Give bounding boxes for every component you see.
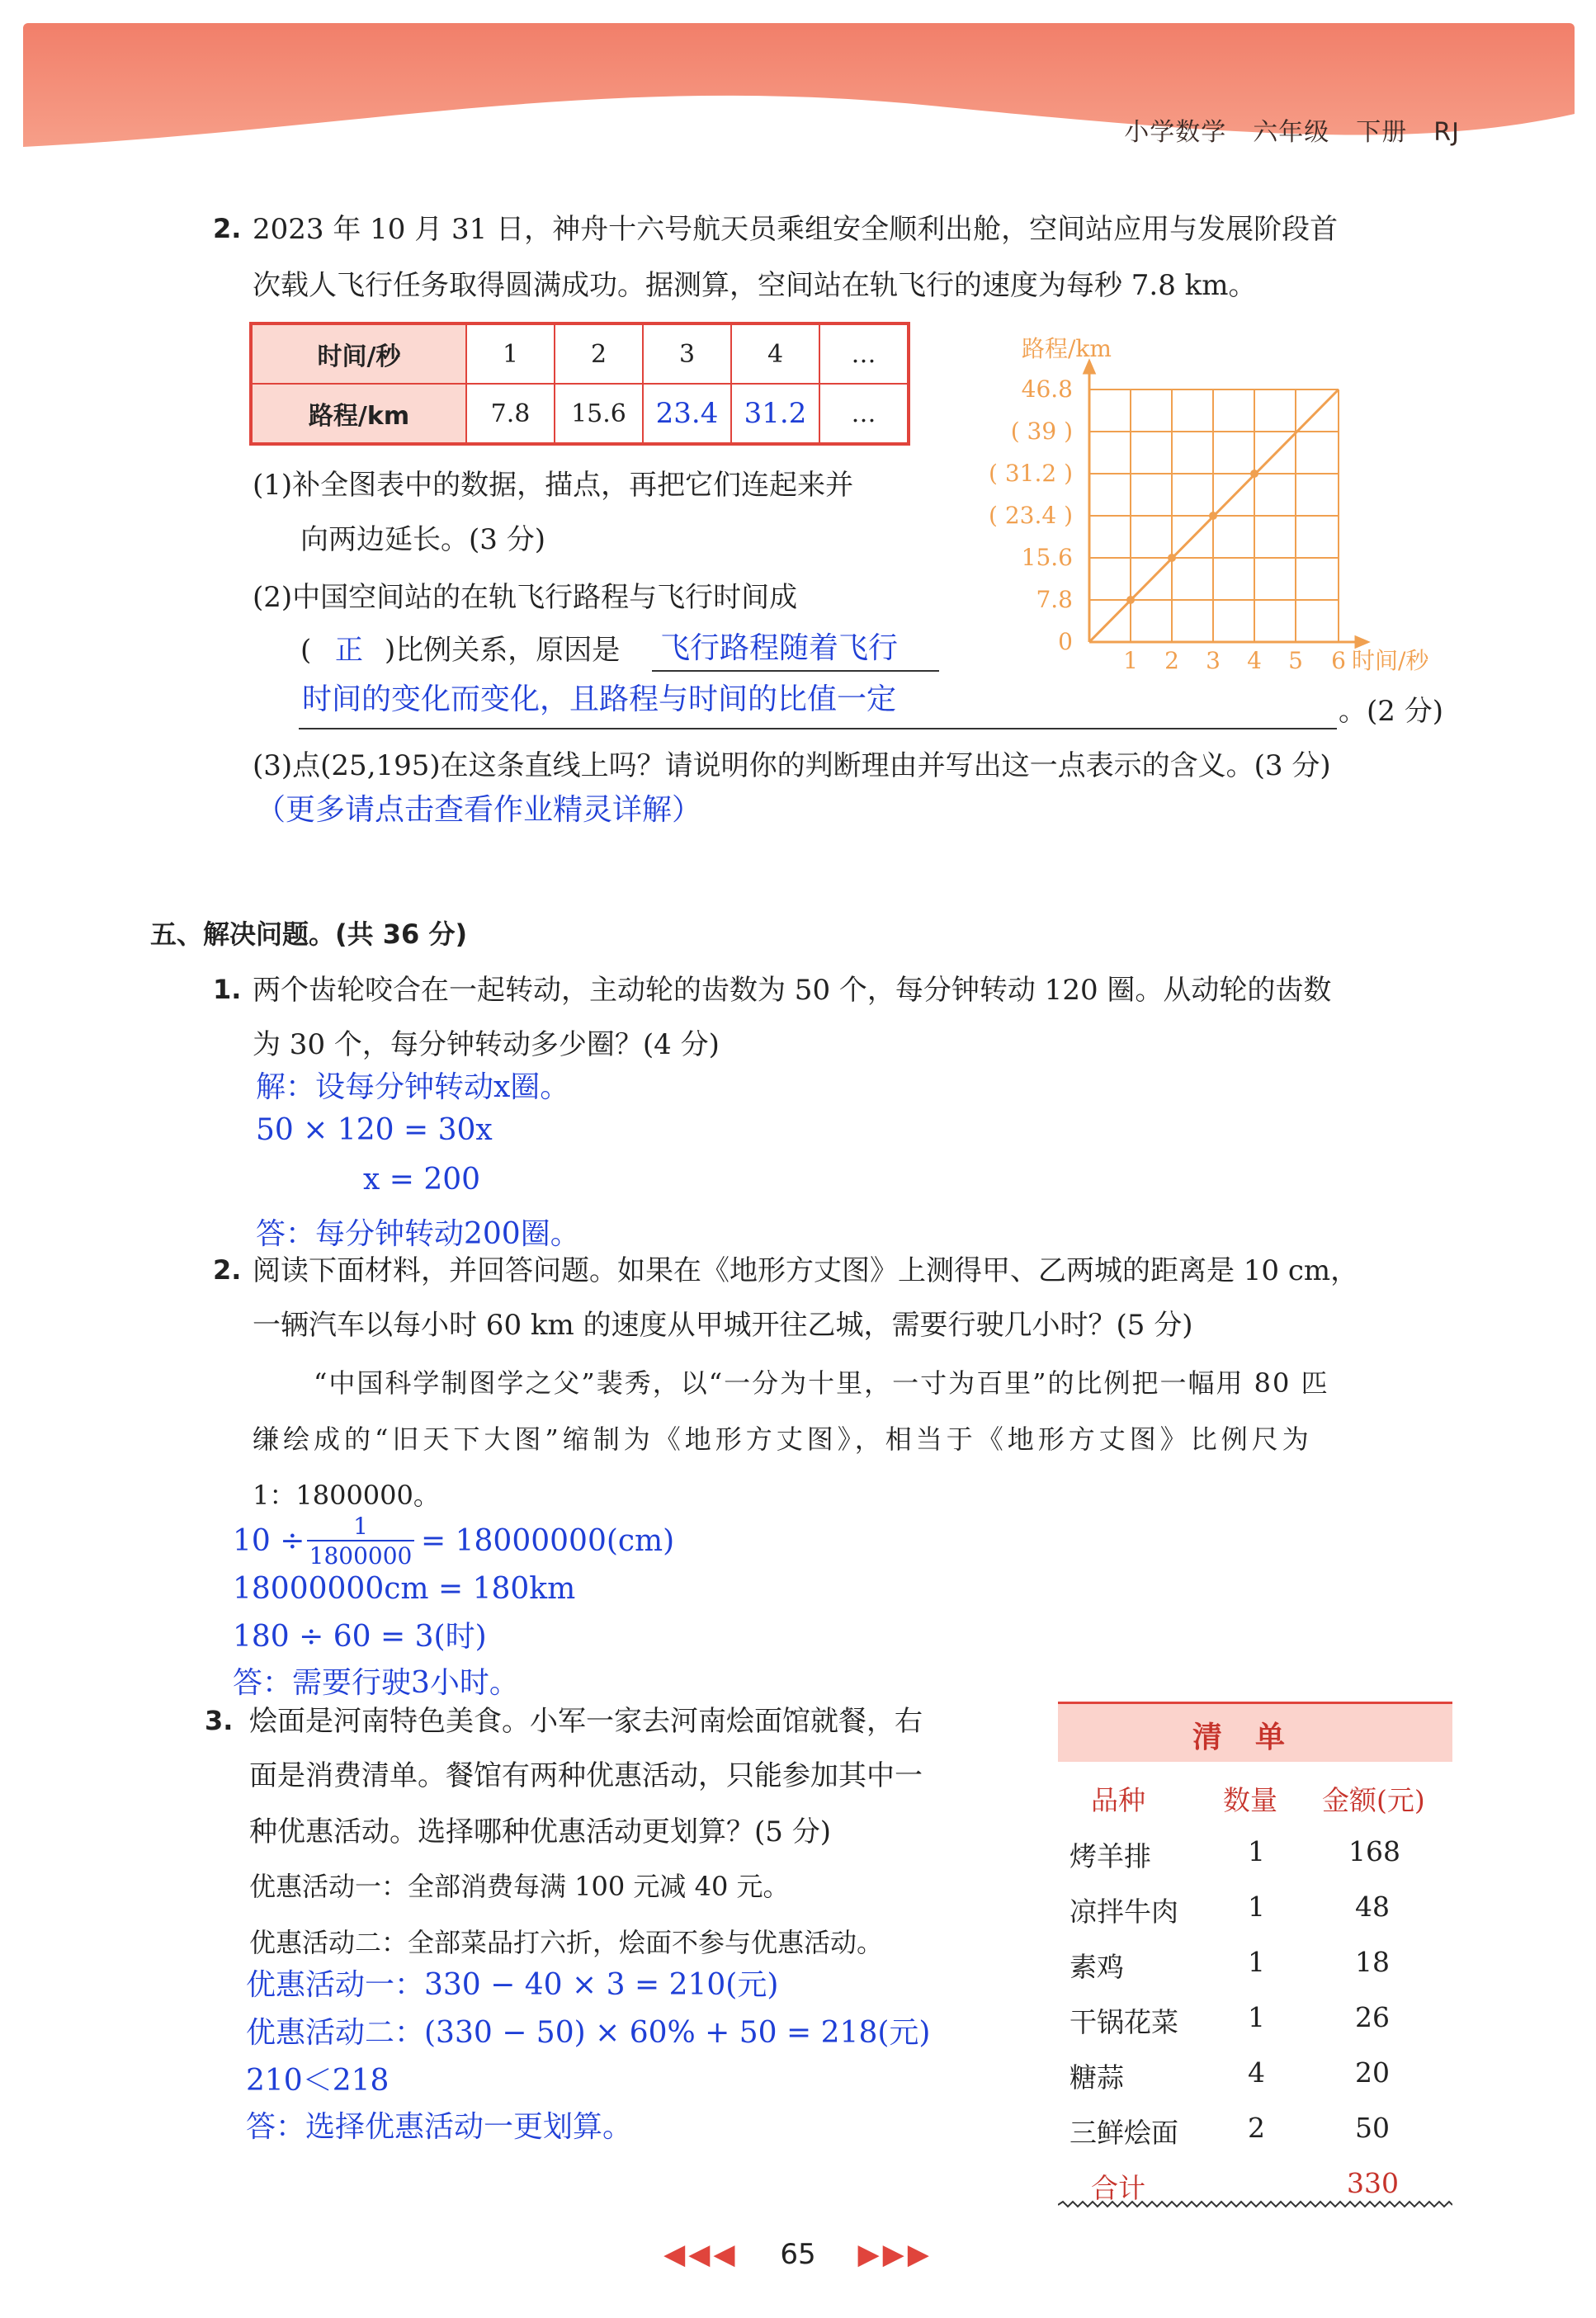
y-tick: ( 31.2 )	[989, 460, 1073, 487]
p1-answer: 解：设每分钟转动x圈。	[256, 1070, 570, 1104]
table-cell: 7.8	[466, 384, 555, 444]
x-tick: 2	[1164, 647, 1179, 674]
receipt-row	[1058, 1991, 1452, 2047]
p1-answer: 答：每分钟转动200圈。	[256, 1217, 580, 1251]
table-answer-cell: 31.2	[731, 384, 819, 444]
prev-arrows-icon: ◀◀◀	[663, 2238, 739, 2271]
q2-sub2-reason2: 时间的变化而变化，且路程与时间的比值一定	[302, 682, 897, 716]
p2-material-line2: 缣绘成的“旧天下大图”缩制为《地形方丈图》，相当于《地形方丈图》比例尺为	[253, 1423, 1313, 1455]
book-info	[1098, 111, 1460, 148]
item-name: 烤羊排	[1070, 1840, 1151, 1872]
q2-text-line2: 次载人飞行任务取得圆满成功。据测算，空间站在轨飞行的速度为每秒 7.8 km。	[253, 269, 1257, 302]
receipt-row	[1058, 2047, 1452, 2102]
table-cell: …	[819, 384, 909, 444]
q2-text-line1: 2023 年 10 月 31 日，神舟十六号航天员乘组安全顺利出舱，空间站应用与发展阶段首	[253, 213, 1339, 246]
table-cell: 3	[643, 323, 731, 384]
problem-number: 1.	[213, 974, 242, 1005]
x-tick: 1	[1123, 647, 1138, 674]
q2-sub2-reason1: 飞行路程随着飞行	[660, 631, 899, 665]
q2-sub2-paren-open: (	[300, 634, 312, 667]
graph-point	[1250, 470, 1258, 478]
table-cell: 15.6	[555, 384, 643, 444]
p3-answer: 优惠活动二：(330 − 50) × 60% + 50 = 218(元)	[246, 2016, 931, 2050]
page-number: 65	[780, 2238, 816, 2271]
item-qty: 1	[1248, 1835, 1265, 1867]
item-name: 素鸡	[1070, 1951, 1124, 1983]
col-qty: 数量	[1223, 1784, 1277, 1816]
problem-number: 3.	[205, 1705, 234, 1736]
item-amount: 168	[1348, 1835, 1400, 1867]
p2-answer-result: = 18000000(cm)	[421, 1524, 675, 1558]
col-amount: 金额(元)	[1322, 1784, 1425, 1816]
table-header-distance: 路程/km	[251, 384, 466, 444]
edition-label: RJ	[1433, 118, 1460, 147]
distance-time-graph	[949, 322, 1477, 685]
p3-answer: 答：选择优惠活动一更划算。	[246, 2110, 633, 2144]
item-name: 凉拌牛肉	[1070, 1895, 1178, 1928]
q2-sub2-line1: (2)中国空间站的在轨飞行路程与飞行时间成	[253, 581, 798, 614]
q2-sub1-line2: 向两边延长。(3 分)	[300, 523, 545, 556]
grade-label: 六年级	[1253, 118, 1330, 147]
receipt-row	[1058, 2102, 1452, 2157]
p3-answer: 210＜218	[246, 2064, 390, 2098]
item-qty: 1	[1248, 2001, 1265, 2033]
item-name: 糖蒜	[1070, 2061, 1124, 2094]
col-item: 品种	[1091, 1784, 1145, 1816]
q2-sub3-text: (3)点(25,195)在这条直线上吗？请说明你的判断理由并写出这一点表示的含义。(3 分)	[253, 749, 1331, 782]
question-number: 2.	[213, 213, 242, 244]
item-amount: 50	[1355, 2112, 1390, 2144]
next-arrows-icon: ▶▶▶	[857, 2238, 933, 2271]
p1-answer: 50 × 120 = 30x	[256, 1113, 493, 1147]
receipt-column-headers	[1058, 1769, 1452, 1825]
table-answer-cell: 23.4	[643, 384, 731, 444]
graph-point	[1209, 512, 1217, 520]
answer-line	[652, 670, 939, 672]
p2-answer: 答：需要行驶3小时。	[233, 1666, 519, 1700]
p2-answer: 18000000cm = 180km	[233, 1572, 576, 1606]
table-header-time: 时间/秒	[251, 323, 466, 384]
p2-line2: 一辆汽车以每小时 60 km 的速度从甲城开往乙城，需要行驶几小时？(5 分)	[253, 1309, 1193, 1342]
x-tick: 6	[1331, 647, 1346, 674]
volume-label: 下册	[1356, 118, 1408, 147]
table-cell: …	[819, 323, 909, 384]
y-tick: 46.8	[1021, 375, 1073, 403]
fraction-denominator: 1800000	[309, 1542, 413, 1570]
p2-answer-div: 10 ÷	[233, 1524, 305, 1558]
p3-line2: 面是消费清单。餐馆有两种优惠活动，只能参加其中一	[249, 1759, 923, 1792]
y-tick: ( 39 )	[1010, 418, 1073, 445]
p3-line1: 烩面是河南特色美食。小军一家去河南烩面馆就餐，右	[249, 1705, 923, 1738]
speed-table	[249, 322, 910, 446]
item-amount: 48	[1355, 1891, 1390, 1923]
graph-ylabel: 路程/km	[1022, 335, 1112, 362]
x-tick: 4	[1247, 647, 1262, 674]
page-footer	[0, 2238, 1596, 2271]
p2-line1: 阅读下面材料，并回答问题。如果在《地形方丈图》上测得甲、乙两城的距离是 10 cm，	[253, 1254, 1359, 1287]
x-tick: 3	[1206, 647, 1221, 674]
table-cell: 4	[731, 323, 819, 384]
receipt-row	[1058, 1881, 1452, 1936]
subject-label: 小学数学	[1124, 118, 1227, 147]
q2-sub2-points: 。(2 分)	[1339, 695, 1443, 728]
fraction-numerator: 1	[353, 1513, 368, 1540]
item-qty: 4	[1248, 2056, 1265, 2089]
graph-point	[1126, 596, 1135, 604]
receipt	[1058, 1702, 1452, 2207]
y-tick: ( 23.4 )	[989, 502, 1073, 529]
item-qty: 1	[1248, 1946, 1265, 1978]
p1-line2: 为 30 个，每分钟转动多少圈？(4 分)	[253, 1028, 720, 1061]
item-qty: 1	[1248, 1891, 1265, 1923]
graph-xlabel: 时间/秒	[1352, 647, 1429, 674]
receipt-row	[1058, 1936, 1452, 1991]
p2-material-line3: 1：1800000。	[253, 1480, 440, 1511]
q2-sub3-answer-link[interactable]: （更多请点击查看作业精灵详解）	[256, 793, 702, 827]
y-tick: 7.8	[1036, 586, 1073, 613]
item-name: 干锅花菜	[1070, 2006, 1178, 2038]
p2-answer: 180 ÷ 60 = 3(时)	[233, 1620, 487, 1654]
p3-answer: 优惠活动一：330 − 40 × 3 = 210(元)	[246, 1968, 779, 2002]
q2-sub2-answer: 正	[335, 634, 363, 667]
item-amount: 26	[1355, 2001, 1390, 2033]
p3-line3: 种优惠活动。选择哪种优惠活动更划算？(5 分)	[249, 1815, 831, 1848]
section-title: 五、解决问题。(共 36 分)	[150, 918, 468, 950]
receipt-row	[1058, 1825, 1452, 1881]
receipt-title: 清单	[1192, 1721, 1318, 1754]
p3-promo1: 优惠活动一：全部消费每满 100 元减 40 元。	[249, 1871, 790, 1902]
q2-sub2-paren-close: )比例关系，原因是	[385, 634, 621, 667]
table-cell: 2	[555, 323, 643, 384]
x-tick: 5	[1288, 647, 1303, 674]
item-qty: 2	[1248, 2112, 1265, 2144]
answer-line	[299, 728, 1337, 729]
p1-answer: x = 200	[363, 1163, 481, 1197]
item-name: 三鲜烩面	[1070, 2117, 1178, 2149]
table-cell: 1	[466, 323, 555, 384]
total-value: 330	[1347, 2167, 1399, 2199]
y-tick: 0	[1058, 628, 1073, 655]
total-label: 合计	[1091, 2172, 1145, 2204]
p1-line1: 两个齿轮咬合在一起转动，主动轮的齿数为 50 个，每分钟转动 120 圈。从动轮的齿数	[253, 974, 1332, 1007]
receipt-header	[1058, 1702, 1452, 1762]
p3-promo2: 优惠活动二：全部菜品打六折，烩面不参与优惠活动。	[249, 1927, 884, 1958]
problem-number: 2.	[213, 1254, 242, 1286]
q2-sub1-line1: (1)补全图表中的数据，描点，再把它们连起来并	[253, 469, 854, 502]
y-tick: 15.6	[1021, 544, 1073, 571]
p2-material-line1: “中国科学制图学之父”裴秀，以“一分为十里，一寸为百里”的比例把一幅用 80 匹	[314, 1367, 1329, 1399]
item-amount: 20	[1355, 2056, 1390, 2089]
item-amount: 18	[1355, 1946, 1390, 1978]
graph-point	[1168, 554, 1176, 562]
